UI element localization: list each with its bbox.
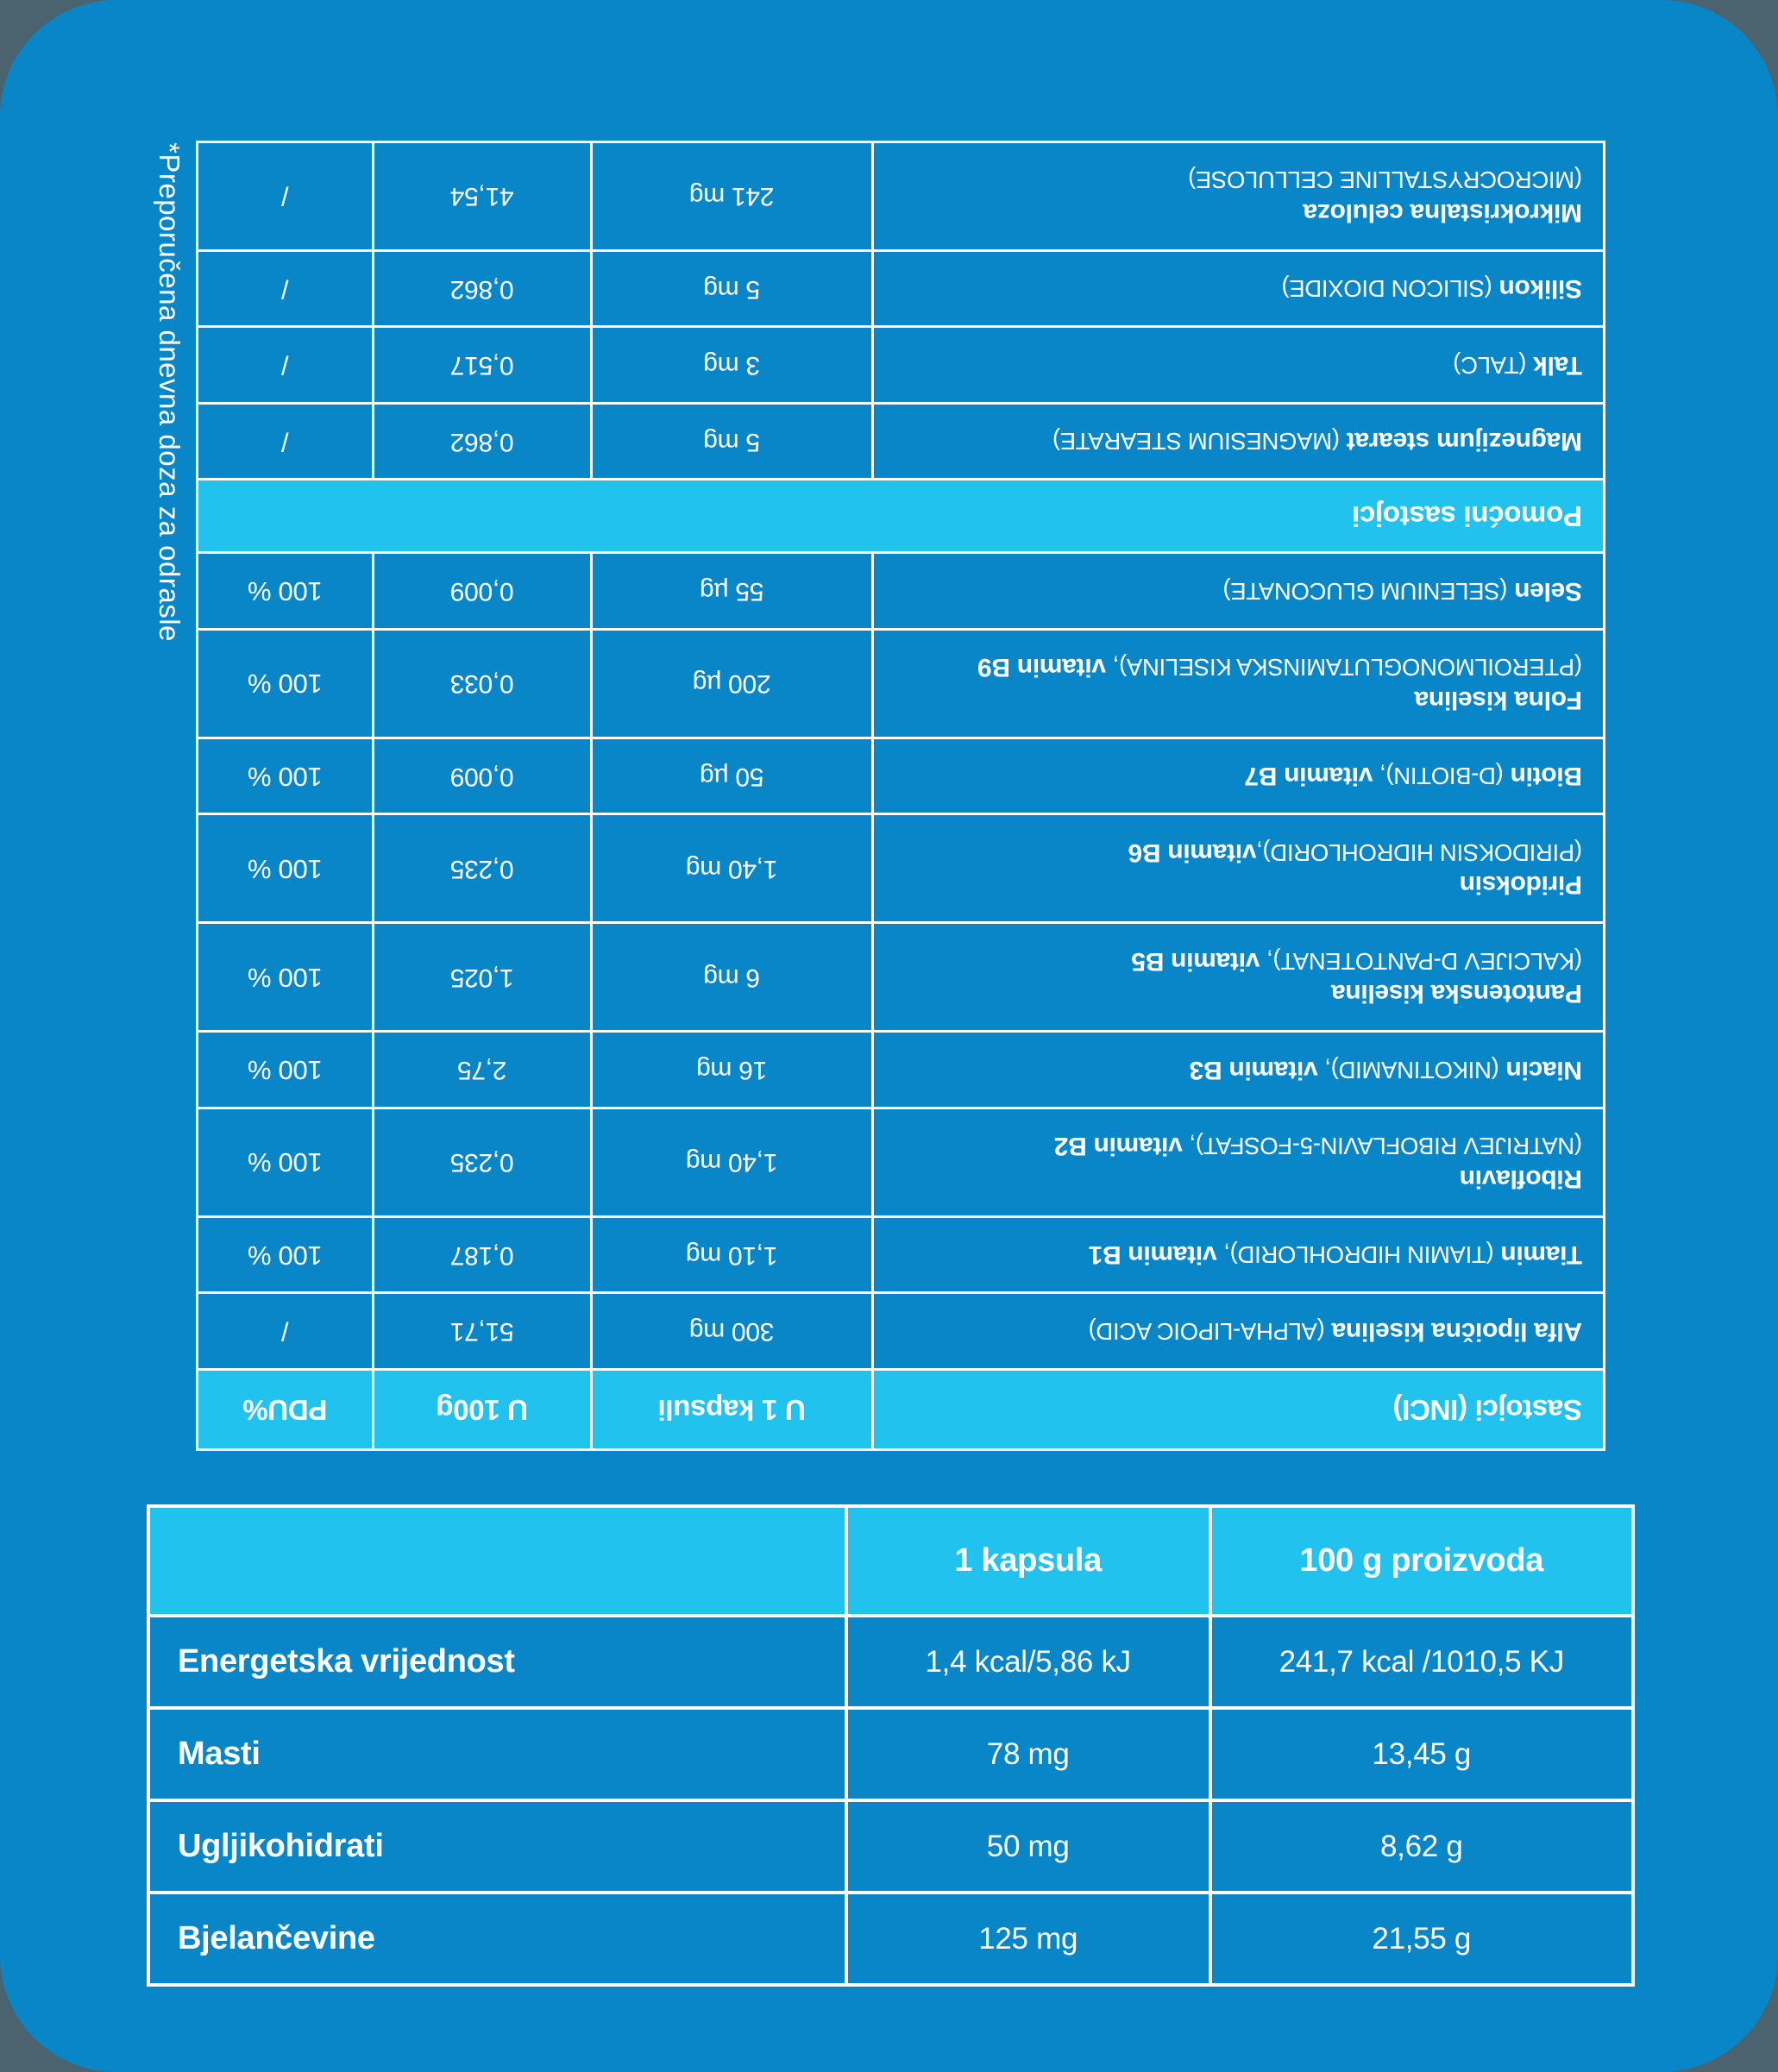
ingredient-name-cell: Tiamin (TIAMIN HIDROHLORID), vitamin B1 <box>872 1217 1604 1294</box>
ingredient-row <box>198 1293 1605 1370</box>
per-capsule-value: 55 µg <box>591 553 872 630</box>
ingredient-row <box>198 251 1605 328</box>
per-capsule-value: 1,40 mg <box>591 814 872 923</box>
per-100g-value: 0,862 <box>373 404 591 480</box>
per-100g-value: 0,235 <box>373 1108 591 1217</box>
nutrition-label: Bjelančevine <box>148 1893 846 1985</box>
per-100g-value: 0,862 <box>373 251 591 328</box>
per-capsule-value: 1,10 mg <box>591 1217 872 1294</box>
ingredient-name-cell: Mikrokristalna celuloza (MICROCRYSTALLINE CELLULOSE) <box>872 142 1604 251</box>
pdu-value: 100 % <box>198 738 374 815</box>
per-100g-value: 0,009 <box>373 553 591 630</box>
ingredients-header-row <box>198 1370 1605 1450</box>
per-capsule-value: 6 mg <box>591 923 872 1032</box>
per-100g-value: 1,025 <box>373 923 591 1032</box>
nutrition-per-capsule: 125 mg <box>846 1893 1210 1985</box>
per-capsule-value: 300 mg <box>591 1293 872 1370</box>
pdu-value: 100 % <box>198 1217 374 1294</box>
nutrition-row <box>148 1800 1633 1893</box>
pdu-value: / <box>198 1293 374 1370</box>
nutrition-row <box>148 1708 1633 1800</box>
nutrition-header-row <box>148 1506 1633 1616</box>
ingredient-name-cell: Biotin (D-BIOTIN), vitamin B7 <box>872 738 1604 815</box>
ingredient-row <box>198 327 1605 404</box>
per-100g-value: 0,517 <box>373 327 591 404</box>
per-100g-value: 51,71 <box>373 1293 591 1370</box>
nutrition-table <box>147 1504 1635 1987</box>
recommended-dose-side-note: *Preporučena dnevna doza za odrasle <box>154 142 185 642</box>
header-per-100g: U 100g <box>373 1370 591 1450</box>
pdu-value: / <box>198 142 374 251</box>
ingredient-row <box>198 1032 1605 1108</box>
nutrition-section <box>0 1504 1778 1987</box>
pdu-value: / <box>198 327 374 404</box>
ingredient-name-cell: Selen (SELENIUM GLUCONATE) <box>872 553 1604 630</box>
per-capsule-value: 3 mg <box>591 327 872 404</box>
auxiliary-ingredients-band <box>198 480 1605 553</box>
nutrition-per-100g: 8,62 g <box>1210 1800 1634 1893</box>
nutrition-per-100g: 21,55 g <box>1210 1893 1634 1985</box>
ingredient-name-cell: Folna kiselina (PTEROILMONOGLUTAMINSKA KISELINA), vitamin B9 <box>872 630 1604 738</box>
per-capsule-value: 16 mg <box>591 1032 872 1108</box>
ingredient-name-cell: Riboflavin (NATRIJEV RIBOFLAVIN-5-FOSFAT), vitamin B2 <box>872 1108 1604 1217</box>
nutrition-label: Masti <box>148 1708 846 1800</box>
per-100g-value: 0,235 <box>373 814 591 923</box>
ingredient-name-cell: Alfa lipoična kiselina (ALPHA-LIPOIC ACID) <box>872 1293 1604 1370</box>
per-100g-value: 2,75 <box>373 1032 591 1108</box>
nutrition-per-capsule: 78 mg <box>846 1708 1210 1800</box>
nutrition-per-100g: 241,7 kcal /1010,5 KJ <box>1210 1616 1634 1708</box>
per-100g-value: 0,187 <box>373 1217 591 1294</box>
pdu-value: / <box>198 404 374 480</box>
ingredient-row <box>198 553 1605 630</box>
nutrition-row <box>148 1893 1633 1985</box>
nutrition-per-100g: 13,45 g <box>1210 1708 1634 1800</box>
pdu-value: 100 % <box>198 553 374 630</box>
nutrition-header-blank <box>148 1506 846 1616</box>
nutrition-label: Energetska vrijednost <box>148 1616 846 1708</box>
ingredient-name-cell: Talk (TALC) <box>872 327 1604 404</box>
pdu-value: / <box>198 251 374 328</box>
ingredient-name-cell: Piridoksin (PIRIDOKSIN HIDROHLORID),vitamin B6 <box>872 814 1604 923</box>
per-100g-value: 0,009 <box>373 738 591 815</box>
pdu-value: 100 % <box>198 814 374 923</box>
ingredient-name-cell: Silikon (SILICON DIOXIDE) <box>872 251 1604 328</box>
ingredient-name-cell: Pantotenska kiselina (KALCIJEV D-PANTOTENAT), vitamin B5 <box>872 923 1604 1032</box>
pdu-value: 100 % <box>198 1032 374 1108</box>
nutrition-header-per-capsule: 1 kapsula <box>846 1506 1210 1616</box>
per-capsule-value: 241 mg <box>591 142 872 251</box>
pdu-value: 100 % <box>198 1108 374 1217</box>
per-100g-value: 41,54 <box>373 142 591 251</box>
pdu-value: 100 % <box>198 923 374 1032</box>
per-capsule-value: 5 mg <box>591 251 872 328</box>
ingredient-row <box>198 1108 1605 1217</box>
pdu-value: 100 % <box>198 630 374 738</box>
per-100g-value: 0,033 <box>373 630 591 738</box>
auxiliary-ingredients-band-label: Pomoćni sastojci <box>198 480 1605 553</box>
per-capsule-value: 5 mg <box>591 404 872 480</box>
ingredient-name-cell: Magnezijum stearat (MAGNESIUM STEARATE) <box>872 404 1604 480</box>
nutrition-label: Ugljikohidrati <box>148 1800 846 1893</box>
header-per-capsule: U 1 kapsuli <box>591 1370 872 1450</box>
ingredient-name-cell: Niacin (NIKOTINAMID), vitamin B3 <box>872 1032 1604 1108</box>
per-capsule-value: 200 µg <box>591 630 872 738</box>
ingredient-row <box>198 738 1605 815</box>
ingredient-row <box>198 142 1605 251</box>
header-pdu: PDU% <box>198 1370 374 1450</box>
nutrition-per-capsule: 1,4 kcal/5,86 kJ <box>846 1616 1210 1708</box>
nutrition-header-per-100g: 100 g proizvoda <box>1210 1506 1634 1616</box>
ingredient-row <box>198 630 1605 738</box>
per-capsule-value: 1,40 mg <box>591 1108 872 1217</box>
ingredient-row <box>198 1217 1605 1294</box>
header-ingredient: Sastojci (INCI) <box>872 1370 1604 1450</box>
ingredient-row <box>198 923 1605 1032</box>
nutrition-row <box>148 1616 1633 1708</box>
nutrition-per-capsule: 50 mg <box>846 1800 1210 1893</box>
ingredient-row <box>198 814 1605 923</box>
ingredients-table <box>196 141 1605 1451</box>
per-capsule-value: 50 µg <box>591 738 872 815</box>
rotated-ingredients-wrap <box>196 141 1605 1451</box>
ingredient-row <box>198 404 1605 480</box>
